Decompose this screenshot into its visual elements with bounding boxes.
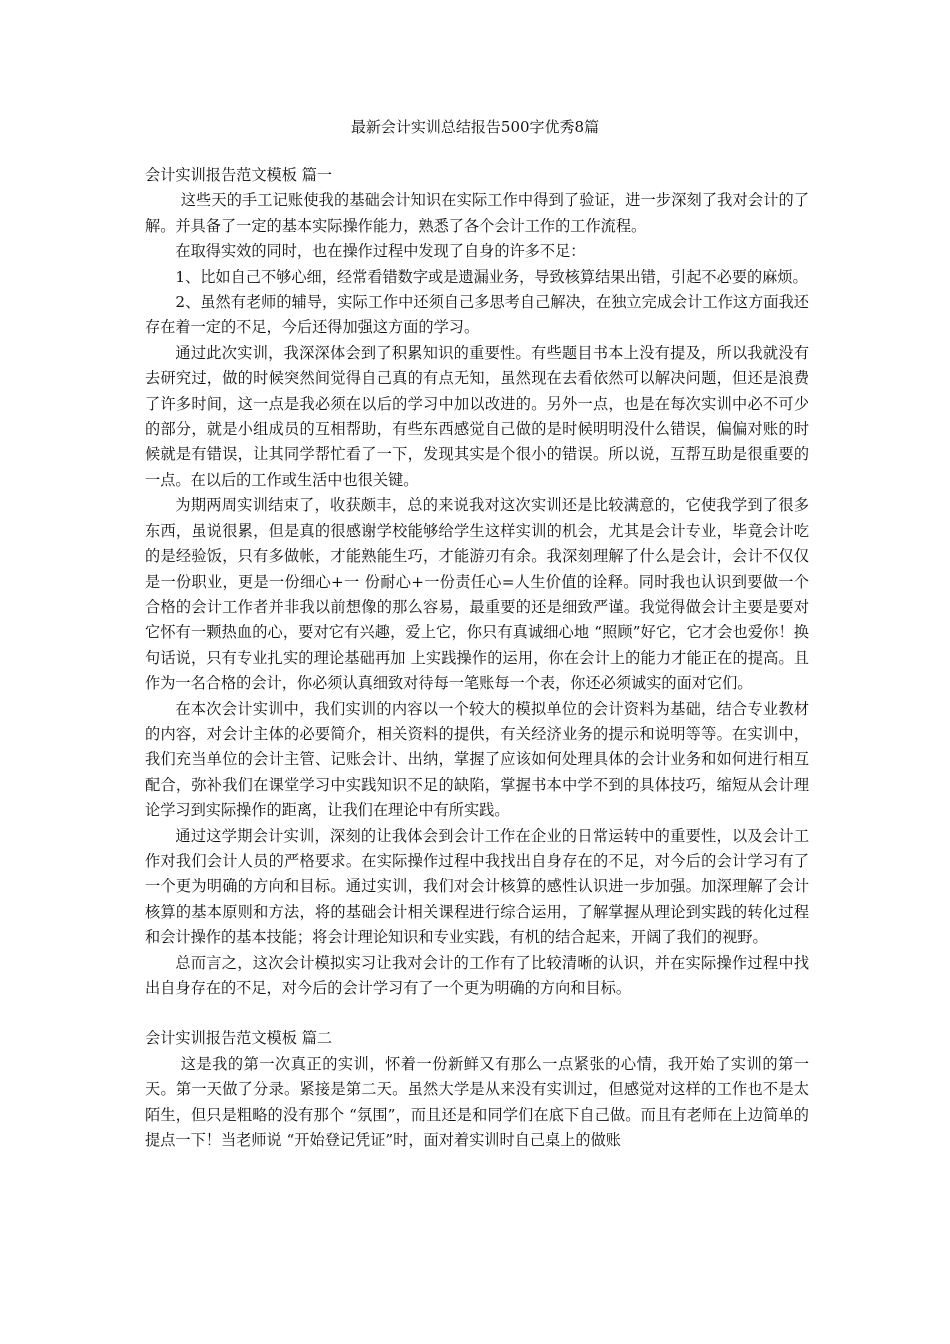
paragraph: 2、虽然有老师的辅导，实际工作中还须自己多思考自己解决，在独立完成会计工作这方面我还存在着一定的不足，今后还得加强这方面的学习。 bbox=[145, 293, 809, 337]
paragraph: 通过这学期会计实训，深刻的让我体会到会计工作在企业的日常运转中的重要性，以及会计工作对我们会计人员的严格要求。在实际操作过程中我找出自身存在的不足，对今后的会计学习有了一个更为明确的方向和目标。通过实训，我们对会计核算的感性认识进一步加强。加深理解了会计核算的基本原则和方法，将的基础会计相关课程进行综合运用，了解掌握从理论到实践的转化过程和会计操作的基本技能；将会计理论知识和专业实践，有机的结合起来，开阔了我们的视野。 bbox=[145, 826, 809, 947]
paragraph: 通过此次实训，我深深体会到了积累知识的重要性。有些题目书本上没有提及，所以我就没有去研究过，做的时候突然间觉得自己真的有点无知，虽然现在去看依然可以解决问题，但还是浪费了许多时间，这一点是我必须在以后的学习中加以改进的。另外一点，也是在每次实训中必不可少的部分，就是小组成员的互相帮助，有些东西感觉自己做的是时候明明没什么错误，偏偏对账的时候就是有错误，让其同学帮忙看了一下，发现其实是个很小的错误。所以说，互帮互助是很重要的一点。在以后的工作或生活中也很关键。 bbox=[145, 343, 809, 489]
paragraph: 这些天的手工记账使我的基础会计知识在实际工作中得到了验证，进一步深刻了我对会计的了解。并具备了一定的基本实际操作能力，熟悉了各个会计工作的工作流程。 bbox=[145, 191, 809, 235]
section-heading: 会计实训报告范文模板 篇一 bbox=[145, 166, 333, 184]
document-body bbox=[145, 163, 809, 1153]
section-2 bbox=[145, 1026, 809, 1153]
paragraph: 为期两周实训结束了，收获颇丰，总的来说我对这次实训还是比较满意的，它使我学到了很多东西，虽说很累，但是真的很感谢学校能够给学生这样实训的机会，尤其是会计专业，毕竟会计吃的是经验饭，只有多做帐，才能熟能生巧，才能游刃有余。我深刻理解了什么是会计，会计不仅仅是一份职业，更是一份细心+一 份耐心+一份责任心=人生价值的诠释。同时我也认识到要做一个合格的会计工作者并非我以前想像的那么容易，最重要的还是细致严谨。我觉得做会计主要是要对它怀有一颗热血的心，要对它有兴趣，爱上它，你只有真诚细心地 “照顾”好它，它才会也爱你！换句话说，只有专业扎实的理论基础再加 上实践操作的运用，你在会计上的能力才能正在的提高。且作为一名合格的会计，你必须认真细致对待每一笔账每一个表，你还必须诚实的面对它们。 bbox=[145, 496, 809, 693]
paragraph: 总而言之，这次会计模拟实习让我对会计的工作有了比较清晰的认识，并在实际操作过程中找出自身存在的不足，对今后的会计学习有了一个更为明确的方向和目标。 bbox=[145, 953, 809, 997]
section-heading: 会计实训报告范文模板 篇二 bbox=[145, 1029, 333, 1048]
paragraph: 在本次会计实训中，我们实训的内容以一个较大的模拟单位的会计资料为基础，结合专业教材的内容，对会计主体的必要简介，相关资料的提供，有关经济业务的提示和说明等等。在实训中，我们充当单位的会计主管、记账会计、出纳，掌握了应该如何处理具体的会计业务和如何进行相互配合，弥补我们在课堂学习中实践知识不足的缺陷，掌握书本中学不到的具体技巧，缩短从会计理论学习到实际操作的距离，让我们在理论中有所实践。 bbox=[145, 699, 809, 820]
paragraph: 在取得实效的同时，也在操作过程中发现了自身的许多不足： bbox=[175, 242, 586, 261]
section-1 bbox=[145, 163, 809, 1001]
paragraph: 1、比如自己不够心细，经常看错数字或是遗漏业务，导致核算结果出错，引起不必要的麻烦。 bbox=[175, 267, 808, 286]
section-spacer bbox=[145, 1001, 809, 1026]
paragraph: 这是我的第一次真正的实训，怀着一份新鲜又有那么一点紧张的心情，我开始了实训的第一天。第一天做了分录。紧接是第二天。虽然大学是从来没有实训过，但感觉对这样的工作也不是太陌生，但只是粗略的没有那个 “氛围”，而且还是和同学们在底下自己做。而且有老师在上边简单的提点一下！当老师说 “开始登记凭证”时，面对着实训时自己桌上的做账 bbox=[145, 1054, 809, 1150]
document-title: 最新会计实训总结报告500字优秀8篇 bbox=[350, 118, 600, 136]
